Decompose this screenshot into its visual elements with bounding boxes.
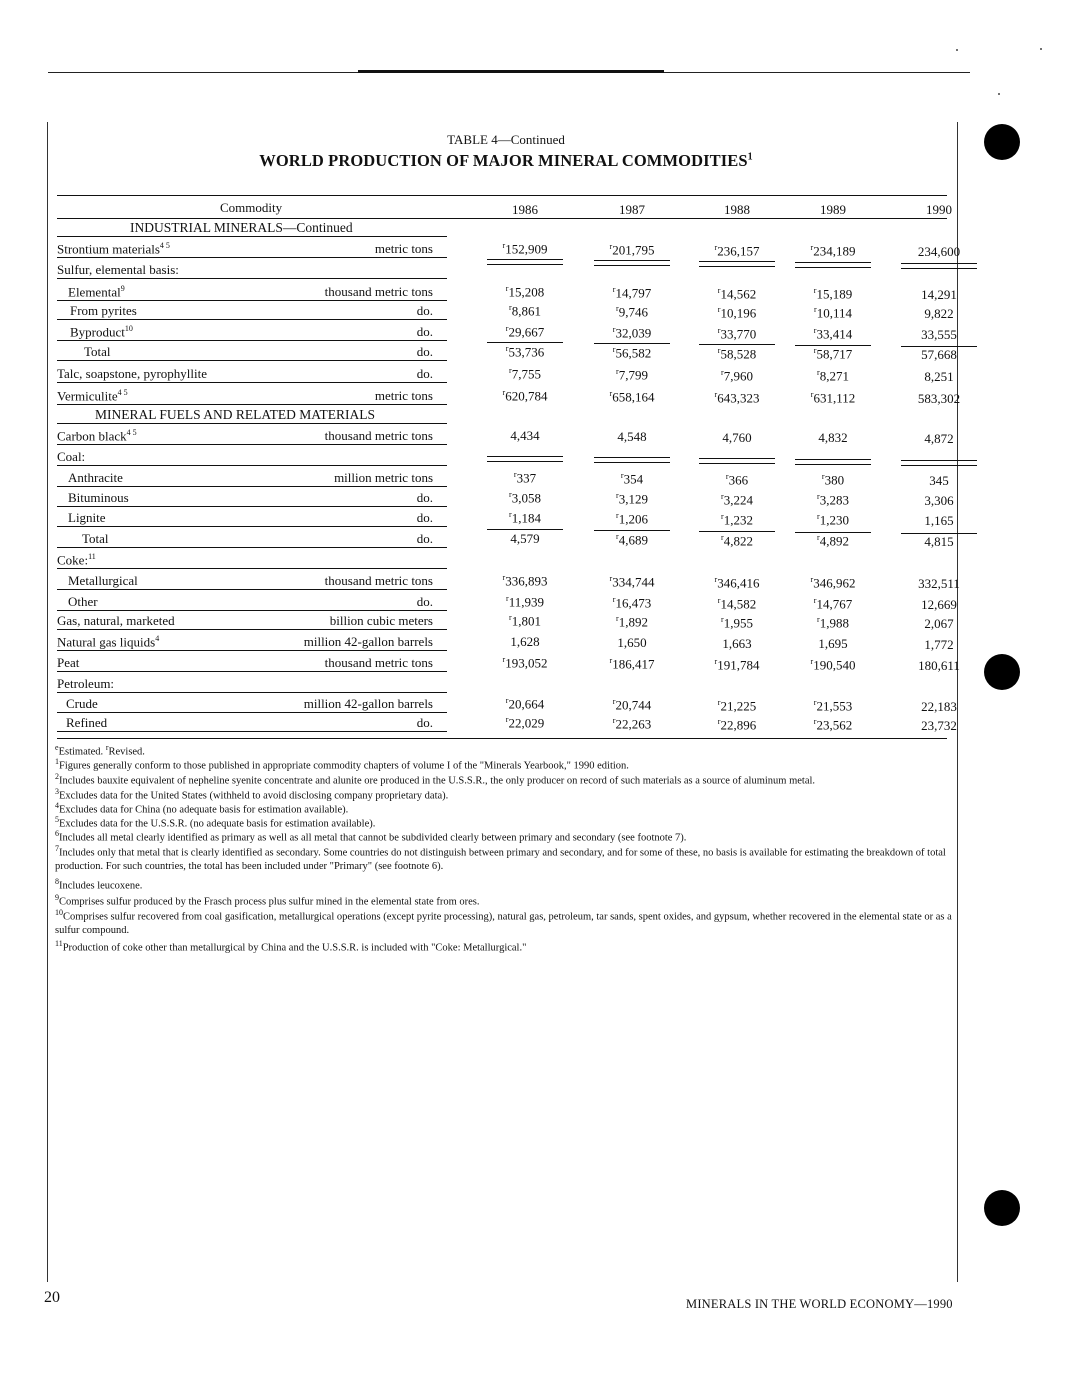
header-rule-bottom bbox=[57, 218, 947, 219]
revised-mark: r bbox=[813, 286, 817, 296]
revised-mark: r bbox=[616, 366, 619, 376]
double-rule bbox=[594, 457, 670, 463]
data-cell: $^r$53,736 bbox=[505, 344, 545, 360]
section-mineral-fuels: MINERAL FUELS AND RELATED MATERIALS bbox=[95, 407, 375, 422]
data-cell: 1,772 bbox=[924, 637, 954, 653]
row-rule bbox=[57, 319, 447, 320]
row-rule bbox=[57, 486, 447, 487]
revised-mark: r bbox=[612, 284, 616, 294]
data-cell: $^r$354 bbox=[620, 470, 644, 487]
row-unit: do. bbox=[416, 324, 433, 339]
revised-mark: r bbox=[817, 492, 820, 502]
double-rule bbox=[795, 459, 871, 465]
sum-rule bbox=[594, 343, 670, 344]
row-rule bbox=[57, 731, 447, 732]
sum-rule bbox=[795, 532, 871, 533]
binder-hole-bottom bbox=[984, 1190, 1020, 1226]
footnote-11: $^{11}$Production of coke other than metallurgical by China and the U.S.S.R. is included with "Coke: Metallurgical." bbox=[55, 939, 527, 954]
row-rule bbox=[57, 547, 447, 548]
row-label-byproduct: Byproduct$^{10}$ bbox=[70, 324, 133, 340]
table-label: TABLE 4—Continued bbox=[447, 132, 565, 147]
revised-mark: r bbox=[721, 491, 724, 501]
revised-mark: r bbox=[612, 594, 616, 604]
data-cell: $^r$9,746 bbox=[616, 303, 648, 320]
double-rule bbox=[487, 259, 563, 265]
data-cell: 14,291 bbox=[921, 287, 957, 303]
revised-mark: r bbox=[502, 388, 506, 397]
revised-mark: r bbox=[813, 346, 817, 356]
data-cell: $^r$33,414 bbox=[813, 326, 853, 342]
double-rule bbox=[699, 458, 775, 464]
sum-rule bbox=[795, 345, 871, 346]
revised-mark: r bbox=[505, 344, 509, 353]
row-label-petroleum: Petroleum: bbox=[57, 676, 115, 691]
data-cell: $^r$336,893 bbox=[502, 573, 548, 589]
data-cell: 33,555 bbox=[921, 327, 957, 343]
revised-mark: r bbox=[810, 575, 814, 585]
data-cell: $^r$8,861 bbox=[509, 303, 541, 319]
data-cell: $^r$20,664 bbox=[505, 696, 545, 712]
table-title: WORLD PRODUCTION OF MAJOR MINERAL COMMODITIES$^1$ bbox=[259, 151, 753, 170]
row-label-bituminous: Bituminous bbox=[68, 490, 129, 505]
section-industrial-minerals: INDUSTRIAL MINERALS—Continued bbox=[130, 220, 353, 235]
row-rule bbox=[57, 692, 447, 693]
row-label-total: Total bbox=[84, 344, 111, 359]
revised-mark: r bbox=[505, 696, 509, 705]
revised-mark: r bbox=[717, 697, 721, 707]
data-cell: $^r$7,960 bbox=[721, 367, 753, 383]
revised-mark: r bbox=[509, 303, 512, 312]
running-footer-title: MINERALS IN THE WORLD ECONOMY—1990 bbox=[686, 1297, 953, 1311]
row-rule bbox=[57, 568, 447, 569]
footnote-8: $^8$Includes leucoxene. bbox=[55, 877, 143, 892]
revised-mark: r bbox=[817, 512, 820, 522]
footnote-1: $^1$Figures generally conform to those published in appropriate commodity chapters of volume I of the "Minerals Yearbook," 1990 edition. bbox=[55, 757, 629, 772]
row-label-total: Total bbox=[82, 531, 109, 546]
revised-mark: r bbox=[813, 698, 817, 708]
revised-mark: r bbox=[505, 324, 509, 333]
data-cell: 583,302 bbox=[917, 391, 961, 407]
revised-mark: r bbox=[721, 614, 724, 624]
sum-rule bbox=[487, 342, 563, 343]
revised-mark: r bbox=[813, 717, 817, 727]
sum-rule bbox=[699, 344, 775, 345]
top-rule-accent bbox=[358, 70, 664, 73]
data-cell: $^r$15,189 bbox=[813, 286, 853, 302]
data-cell: 180,611 bbox=[918, 658, 960, 674]
row-unit: do. bbox=[416, 715, 433, 730]
data-cell: $^r$7,799 bbox=[616, 366, 648, 383]
data-cell: $^r$620,784 bbox=[502, 388, 548, 404]
left-margin-line bbox=[47, 122, 48, 1282]
data-cell: 1,650 bbox=[617, 634, 647, 650]
data-cell: $^r$346,416 bbox=[714, 574, 760, 590]
row-label-lignite: Lignite bbox=[68, 510, 106, 525]
data-cell: $^r$15,208 bbox=[505, 284, 545, 300]
sum-rule bbox=[699, 531, 775, 532]
row-rule bbox=[57, 404, 447, 405]
data-cell: $^r$3,283 bbox=[817, 492, 849, 508]
revised-mark: r bbox=[717, 285, 721, 295]
revised-mark: r bbox=[502, 241, 506, 250]
row-rule bbox=[57, 444, 447, 445]
double-rule bbox=[487, 456, 563, 462]
data-cell: $^r$631,112 bbox=[810, 390, 856, 406]
footnote-10: $^{10}$Comprises sulfur recovered from coal gasification, metallurgical operations (except pyrite processing), natural gas, petroleum, tar sands, spent oxides, and gypsum, whether recovered in the elemental state or as a sulfur compound. bbox=[55, 908, 952, 936]
row-label-coal: Coal: bbox=[57, 449, 86, 464]
revised-mark: r bbox=[506, 594, 509, 603]
footnote-6: $^6$Includes all metal clearly identified as primary as well as all metal that cannot be subdivided clearly between primary and secondary (see footnote 7). bbox=[55, 829, 687, 844]
data-cell: $^r$8,271 bbox=[817, 368, 849, 384]
revised-mark: r bbox=[620, 470, 624, 480]
data-cell: 1,628 bbox=[510, 634, 540, 649]
data-cell: $^r$33,770 bbox=[717, 325, 757, 341]
revised-mark: r bbox=[714, 574, 718, 584]
revised-mark: r bbox=[609, 388, 613, 398]
data-cell: $^r$29,667 bbox=[505, 324, 545, 340]
sum-rule bbox=[901, 533, 977, 534]
data-cell: 234,600 bbox=[917, 244, 961, 260]
row-unit: do. bbox=[416, 510, 433, 525]
sum-rule bbox=[901, 346, 977, 347]
data-cell: $^r$21,553 bbox=[813, 698, 853, 714]
data-cell: 9,822 bbox=[924, 306, 954, 322]
revised-mark: r bbox=[725, 471, 729, 481]
footnote-4: $^4$Excludes data for China (no adequate basis for estimation available). bbox=[55, 801, 349, 816]
row-unit: thousand metric tons bbox=[324, 573, 433, 588]
data-cell: $^r$1,892 bbox=[616, 613, 648, 630]
data-cell: 3,306 bbox=[924, 493, 954, 509]
footnote-3: $^3$Excludes data for the United States (withheld to avoid disclosing company proprietary data). bbox=[55, 787, 449, 802]
row-label-carbon-black: Carbon black$^{4 5}$ bbox=[57, 428, 137, 444]
double-rule bbox=[594, 260, 670, 266]
data-cell: $^r$234,189 bbox=[810, 243, 856, 259]
data-cell: 332,511 bbox=[918, 576, 960, 592]
row-label-from-pyrites: From pyrites bbox=[70, 303, 137, 318]
row-label-gas-natural-marketed: Gas, natural, marketed bbox=[57, 613, 175, 628]
row-label-refined: Refined bbox=[66, 715, 108, 730]
row-rule bbox=[57, 712, 447, 713]
data-cell: $^r$1,230 bbox=[817, 512, 849, 528]
revised-mark: r bbox=[817, 368, 820, 378]
row-label-sulfur-elemental-basis: Sulfur, elemental basis: bbox=[57, 262, 179, 277]
data-cell: $^r$16,473 bbox=[612, 594, 652, 611]
row-rule bbox=[57, 340, 447, 341]
row-rule bbox=[57, 671, 447, 672]
revised-mark: r bbox=[813, 326, 817, 336]
revised-mark: r bbox=[813, 596, 817, 606]
data-cell: 4,872 bbox=[924, 431, 954, 447]
data-cell: $^r$4,892 bbox=[817, 533, 849, 549]
revised-mark: r bbox=[721, 532, 724, 542]
row-unit: metric tons bbox=[374, 241, 433, 256]
footnote-9: $^9$Comprises sulfur produced by the Frasch process plus sulfur mined in the elemental state from ores. bbox=[55, 893, 480, 908]
double-rule bbox=[795, 262, 871, 268]
revised-mark: r bbox=[509, 366, 512, 375]
data-cell: $^r$10,196 bbox=[717, 304, 757, 320]
data-cell: $^r$1,232 bbox=[721, 511, 753, 527]
year-column-header: 1987 bbox=[619, 202, 645, 217]
revised-mark: r bbox=[810, 657, 814, 667]
data-cell: $^r$22,263 bbox=[612, 715, 652, 732]
revised-mark: r bbox=[810, 390, 814, 400]
revised-mark: r bbox=[509, 510, 512, 519]
year-column-header: 1989 bbox=[820, 202, 846, 217]
footnote-5: $^5$Excludes data for the U.S.S.R. (no adequate basis for estimation available). bbox=[55, 815, 376, 830]
scan-speck bbox=[998, 93, 1000, 95]
data-cell: $^r$1,206 bbox=[616, 510, 648, 527]
data-cell: $^r$10,114 bbox=[814, 305, 852, 321]
data-cell: $^r$3,129 bbox=[616, 490, 648, 507]
row-rule bbox=[57, 526, 447, 527]
revised-mark: r bbox=[616, 531, 619, 541]
data-cell: $^r$58,528 bbox=[717, 345, 757, 361]
row-rule bbox=[57, 278, 447, 279]
row-label-talc-soapstone-pyrophyllite: Talc, soapstone, pyrophyllite bbox=[57, 366, 208, 381]
row-label-vermiculite: Vermiculite$^{4 5}$ bbox=[57, 388, 128, 404]
revised-mark: r bbox=[721, 367, 724, 377]
data-cell: $^r$22,029 bbox=[505, 715, 545, 731]
data-cell: $^r$1,184 bbox=[509, 510, 541, 526]
year-column-header: 1990 bbox=[926, 202, 952, 217]
data-cell: $^r$190,540 bbox=[810, 657, 856, 673]
data-cell: $^r$366 bbox=[725, 471, 749, 487]
sum-rule bbox=[487, 529, 563, 530]
data-cell: 1,663 bbox=[722, 635, 752, 651]
double-rule bbox=[901, 263, 977, 269]
revised-mark: r bbox=[609, 241, 613, 251]
revised-mark: r bbox=[616, 613, 619, 623]
data-cell: $^r$11,939 bbox=[506, 594, 544, 610]
revised-mark: r bbox=[717, 325, 721, 335]
row-label-natural-gas-liquids: Natural gas liquids$^4$ bbox=[57, 634, 160, 650]
revised-mark: r bbox=[612, 344, 616, 354]
revised-mark: r bbox=[513, 470, 517, 479]
data-cell: 1,695 bbox=[818, 636, 848, 652]
row-rule bbox=[57, 610, 447, 611]
row-unit: do. bbox=[416, 594, 433, 609]
commodity-column-header: Commodity bbox=[220, 200, 283, 215]
footnote-7: $^7$Includes only that metal that is clearly identified as secondary. Some countries do not distinguish between primary and secondary, and for some of these, no basis is available for estimating the breakdown of total production. For such countries, the total has been included under "Primary" (see footnote 6). bbox=[55, 844, 946, 872]
row-unit: metric tons bbox=[374, 388, 433, 403]
data-cell: $^r$1,988 bbox=[817, 615, 849, 631]
data-cell: 4,434 bbox=[510, 428, 540, 443]
data-cell: $^r$4,689 bbox=[616, 531, 648, 548]
row-label-other: Other bbox=[68, 594, 98, 609]
revised-mark: r bbox=[817, 615, 820, 625]
row-rule bbox=[57, 589, 447, 590]
row-unit: do. bbox=[416, 344, 433, 359]
section-rule bbox=[57, 236, 447, 237]
section-rule bbox=[57, 423, 447, 424]
row-rule bbox=[57, 257, 447, 258]
page-number: 20 bbox=[44, 1289, 60, 1306]
data-cell: $^r$56,582 bbox=[612, 344, 652, 361]
data-cell: $^r$22,896 bbox=[717, 716, 757, 732]
revised-mark: r bbox=[717, 595, 721, 605]
data-cell: $^r$20,744 bbox=[612, 696, 652, 713]
data-cell: 57,668 bbox=[921, 347, 957, 363]
data-cell: $^r$3,224 bbox=[721, 491, 753, 507]
data-cell: $^r$14,767 bbox=[813, 596, 853, 612]
data-cell: $^r$14,582 bbox=[717, 595, 757, 611]
data-cell: $^r$186,417 bbox=[609, 655, 655, 672]
data-cell: 4,579 bbox=[510, 531, 540, 546]
row-label-elemental: Elemental$^9$ bbox=[68, 284, 125, 300]
row-unit: do. bbox=[416, 303, 433, 318]
double-rule bbox=[699, 261, 775, 267]
row-rule bbox=[57, 650, 447, 651]
data-cell: $^r$58,717 bbox=[813, 346, 853, 362]
row-label-peat: Peat bbox=[57, 655, 80, 670]
revised-mark: r bbox=[609, 655, 613, 665]
data-cell: $^r$3,058 bbox=[509, 490, 541, 506]
scan-speck bbox=[1040, 48, 1042, 50]
year-column-header: 1986 bbox=[512, 202, 538, 217]
row-unit: do. bbox=[416, 490, 433, 505]
revised-mark: r bbox=[814, 305, 817, 315]
revised-mark: r bbox=[616, 490, 619, 500]
revised-mark: r bbox=[616, 303, 619, 313]
data-cell: $^r$193,052 bbox=[502, 655, 548, 671]
row-rule bbox=[57, 360, 447, 361]
revised-mark: r bbox=[612, 696, 616, 706]
data-cell: 4,832 bbox=[818, 430, 848, 446]
data-cell: 345 bbox=[929, 473, 949, 489]
year-column-header: 1988 bbox=[724, 202, 750, 217]
data-cell: $^r$380 bbox=[821, 472, 845, 488]
revised-mark: r bbox=[505, 284, 509, 293]
data-cell: $^r$337 bbox=[513, 470, 537, 486]
revised-mark: r bbox=[509, 613, 512, 622]
data-cell: $^r$14,797 bbox=[612, 284, 652, 301]
revised-mark: r bbox=[714, 389, 718, 399]
data-cell: $^r$346,962 bbox=[810, 575, 856, 591]
data-cell: 12,669 bbox=[921, 597, 957, 613]
row-unit: thousand metric tons bbox=[324, 655, 433, 670]
row-unit: million metric tons bbox=[334, 470, 433, 485]
revised-mark: r bbox=[616, 510, 619, 520]
row-label-anthracite: Anthracite bbox=[68, 470, 123, 485]
row-unit: thousand metric tons bbox=[324, 428, 433, 443]
row-label-crude: Crude bbox=[66, 696, 98, 711]
binder-hole-middle bbox=[984, 654, 1020, 690]
scan-speck bbox=[956, 49, 958, 51]
data-cell: 1,165 bbox=[924, 513, 954, 529]
row-unit: million 42-gallon barrels bbox=[303, 696, 433, 711]
data-cell: $^r$1,955 bbox=[721, 614, 753, 630]
row-unit: billion cubic meters bbox=[329, 613, 433, 628]
revised-mark: r bbox=[502, 655, 506, 664]
sum-rule bbox=[594, 530, 670, 531]
data-cell: $^r$643,323 bbox=[714, 389, 760, 405]
data-cell: $^r$152,909 bbox=[502, 241, 548, 257]
data-cell: $^r$236,157 bbox=[714, 242, 760, 258]
row-rule bbox=[57, 300, 447, 301]
revised-mark: r bbox=[821, 472, 825, 482]
data-cell: $^r$7,755 bbox=[509, 366, 541, 382]
data-cell: 2,067 bbox=[924, 616, 954, 632]
data-cell: 4,815 bbox=[924, 534, 954, 550]
data-cell: $^r$23,562 bbox=[813, 717, 853, 733]
row-rule bbox=[57, 465, 447, 466]
revised-mark: r bbox=[509, 490, 512, 499]
revised-mark: r bbox=[810, 243, 814, 253]
data-cell: 4,760 bbox=[722, 429, 752, 445]
data-cell: 23,732 bbox=[921, 718, 957, 734]
revised-mark: r bbox=[717, 716, 721, 726]
data-cell: $^r$191,784 bbox=[714, 656, 760, 672]
revised-mark: r bbox=[817, 533, 820, 543]
table-bottom-rule bbox=[57, 738, 947, 739]
footnote-estimated-revised: $^e$Estimated. $^r$Revised. bbox=[55, 743, 145, 758]
revised-mark: r bbox=[717, 304, 721, 314]
data-cell: $^r$4,822 bbox=[721, 532, 753, 548]
data-cell: $^r$32,039 bbox=[612, 324, 652, 341]
data-cell: $^r$21,225 bbox=[717, 697, 757, 713]
footnote-2: $^2$Includes bauxite equivalent of nepheline syenite concentrate and alunite ore produced in the U.S.S.R., the only producer on record of such materials as a source of aluminum metal. bbox=[55, 772, 816, 787]
data-cell: $^r$334,744 bbox=[609, 573, 655, 590]
data-cell: 8,251 bbox=[924, 369, 954, 385]
data-cell: $^r$14,562 bbox=[717, 285, 757, 301]
row-rule bbox=[57, 506, 447, 507]
data-cell: 4,548 bbox=[617, 428, 647, 444]
revised-mark: r bbox=[717, 345, 721, 355]
revised-mark: r bbox=[502, 573, 506, 582]
data-cell: 22,183 bbox=[921, 699, 957, 715]
row-label-strontium-materials: Strontium materials$^{4 5}$ bbox=[57, 241, 170, 257]
data-cell: $^r$201,795 bbox=[609, 241, 655, 258]
revised-mark: r bbox=[721, 511, 724, 521]
revised-mark: r bbox=[714, 242, 718, 252]
data-cell: $^r$658,164 bbox=[609, 388, 655, 405]
data-cell: $^r$1,801 bbox=[509, 613, 541, 629]
revised-mark: r bbox=[612, 715, 616, 725]
double-rule bbox=[901, 460, 977, 466]
row-unit: do. bbox=[416, 531, 433, 546]
revised-mark: r bbox=[609, 573, 613, 583]
row-label-metallurgical: Metallurgical bbox=[68, 573, 138, 588]
revised-mark: r bbox=[612, 324, 616, 334]
row-label-coke: Coke:$^{11}$ bbox=[57, 552, 96, 568]
revised-mark: r bbox=[505, 715, 509, 724]
row-unit: thousand metric tons bbox=[324, 284, 433, 299]
row-unit: million 42-gallon barrels bbox=[303, 634, 433, 649]
row-unit: do. bbox=[416, 366, 433, 381]
row-rule bbox=[57, 382, 447, 383]
header-rule-top bbox=[57, 195, 947, 196]
row-rule bbox=[57, 629, 447, 630]
revised-mark: r bbox=[714, 656, 718, 666]
